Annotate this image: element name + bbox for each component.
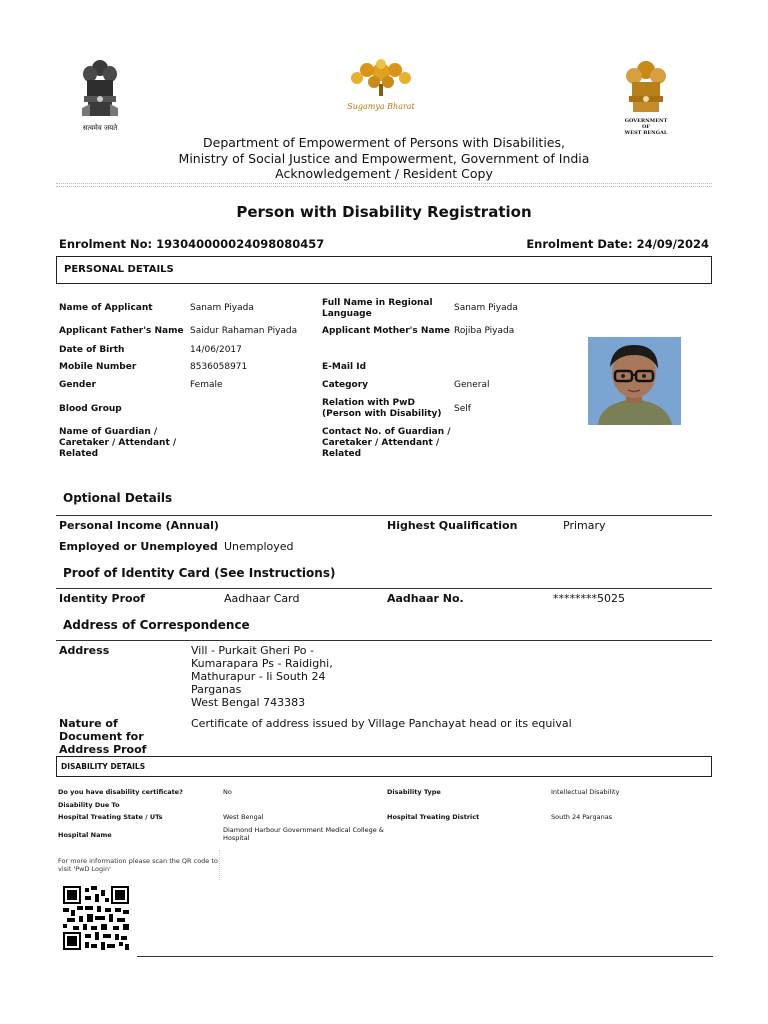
- certificate-value: No: [223, 788, 232, 796]
- aadhaar-label: Aadhaar No.: [387, 592, 464, 605]
- enrolment-date-label: Enrolment Date:: [526, 237, 633, 251]
- copy-type-line: Acknowledgement / Resident Copy: [275, 166, 493, 181]
- guardian-contact-label: Contact No. of Guardian / Caretaker / Attendant / Related: [322, 427, 451, 459]
- enrolment-no-value: 193040000024098080457: [156, 237, 325, 251]
- gender-label: Gender: [59, 380, 96, 390]
- west-bengal-emblem: [620, 60, 672, 136]
- optional-details-title: Optional Details: [63, 491, 173, 505]
- disability-type-value: Intellectual Disability: [551, 788, 620, 796]
- hospital-name-value: Diamond Harbour Government Medical College & Hospital: [223, 826, 384, 842]
- relation-label: Relation with PwD (Person with Disability): [322, 398, 442, 419]
- qualification-label: Highest Qualification: [387, 519, 518, 532]
- blood-group-label: Blood Group: [59, 404, 122, 414]
- identity-divider: [56, 588, 712, 589]
- enrolment-date: [526, 237, 709, 251]
- identity-proof-value: Aadhaar Card: [224, 592, 300, 605]
- category-value: General: [454, 380, 490, 390]
- disability-type-label: Disability Type: [387, 788, 441, 796]
- hospital-state-value: West Bengal: [223, 813, 264, 821]
- address-line-2: Kumarapara Ps - Raidighi,: [191, 657, 333, 670]
- address-label: Address: [59, 644, 110, 657]
- regional-name-value: Sanam Piyada: [454, 303, 518, 313]
- income-label: Personal Income (Annual): [59, 519, 219, 532]
- name-value: Sanam Piyada: [190, 303, 254, 313]
- gender-value: Female: [190, 380, 223, 390]
- aadhaar-value: ********5025: [553, 592, 625, 605]
- enrolment-date-value: 24/09/2024: [636, 237, 709, 251]
- header-divider: [56, 183, 712, 184]
- ministry-line: Ministry of Social Justice and Empowerment, Government of India: [178, 151, 590, 166]
- mobile-label: Mobile Number: [59, 362, 137, 372]
- disability-details-title: DISABILITY DETAILS: [61, 762, 146, 771]
- address-line-4: Parganas: [191, 683, 242, 696]
- employment-value: Unemployed: [224, 540, 294, 553]
- mobile-value: 8536058971: [190, 362, 248, 372]
- mother-name-label: Applicant Mother's Name: [322, 326, 450, 336]
- employment-label: Employed or Unemployed: [59, 540, 218, 553]
- personal-details-title: PERSONAL DETAILS: [64, 264, 174, 275]
- optional-divider: [56, 515, 712, 516]
- disability-details-header: [56, 756, 712, 777]
- disability-due-label: Disability Due To: [58, 801, 120, 809]
- dob-value: 14/06/2017: [190, 345, 242, 355]
- applicant-photo: [588, 337, 681, 425]
- certificate-label: Do you have disability certificate?: [58, 788, 183, 796]
- sugamya-bharat-logo: [345, 58, 417, 118]
- mother-name-value: Rojiba Piyada: [454, 326, 515, 336]
- address-line-3: Mathurapur - Ii South 24: [191, 670, 326, 683]
- relation-value: Self: [454, 404, 471, 414]
- category-label: Category: [322, 380, 369, 390]
- right-emblem-caption-1: GOVERNMENT OF: [624, 118, 668, 130]
- address-value: [191, 644, 333, 709]
- footer-rule: [137, 956, 713, 957]
- qualification-value: Primary: [563, 519, 606, 532]
- identity-proof-label: Identity Proof: [59, 592, 145, 605]
- dob-label: Date of Birth: [59, 345, 125, 355]
- regional-name-label: Full Name in Regional Language: [322, 298, 433, 319]
- address-proof-label: Nature of Document for Address Proof: [59, 717, 147, 756]
- address-line-5: West Bengal 743383: [191, 696, 306, 709]
- father-name-label: Applicant Father's Name: [59, 326, 184, 336]
- page-title: Person with Disability Registration: [236, 203, 532, 221]
- guardian-name-label: Name of Guardian / Caretaker / Attendant / Related: [59, 427, 177, 459]
- address-divider: [56, 640, 712, 641]
- qr-code[interactable]: [63, 886, 129, 950]
- hospital-name-label: Hospital Name: [58, 831, 112, 839]
- email-label: E-Mail Id: [322, 362, 367, 372]
- center-logo-caption: Sugamya Bharat: [347, 102, 415, 111]
- ashoka-emblem-left: [78, 58, 122, 134]
- address-section-title: Address of Correspondence: [63, 618, 250, 632]
- right-emblem-caption-2: WEST BENGAL: [624, 130, 668, 136]
- name-label: Name of Applicant: [59, 303, 153, 313]
- left-emblem-caption: सत्यमेव जयते: [82, 124, 118, 132]
- header-divider-2: [56, 186, 712, 187]
- hospital-district-label: Hospital Treating District: [387, 813, 480, 821]
- qr-instruction: For more information please scan the QR code to visit 'PwD Login': [58, 857, 218, 873]
- hospital-state-label: Hospital Treating State / UTs: [58, 813, 163, 821]
- address-proof-value: Certificate of address issued by Village Panchayat head or its equival: [191, 717, 572, 730]
- department-line: Department of Empowerment of Persons with Disabilities,: [203, 135, 565, 150]
- personal-details-header: [56, 256, 712, 284]
- address-line-1: Vill - Purkait Gheri Po -: [191, 644, 314, 657]
- enrolment-number: [59, 237, 324, 251]
- enrolment-no-label: Enrolment No:: [59, 237, 153, 251]
- father-name-value: Saidur Rahaman Piyada: [190, 326, 298, 336]
- identity-section-title: Proof of Identity Card (See Instructions): [63, 566, 336, 580]
- hospital-district-value: South 24 Parganas: [551, 813, 613, 821]
